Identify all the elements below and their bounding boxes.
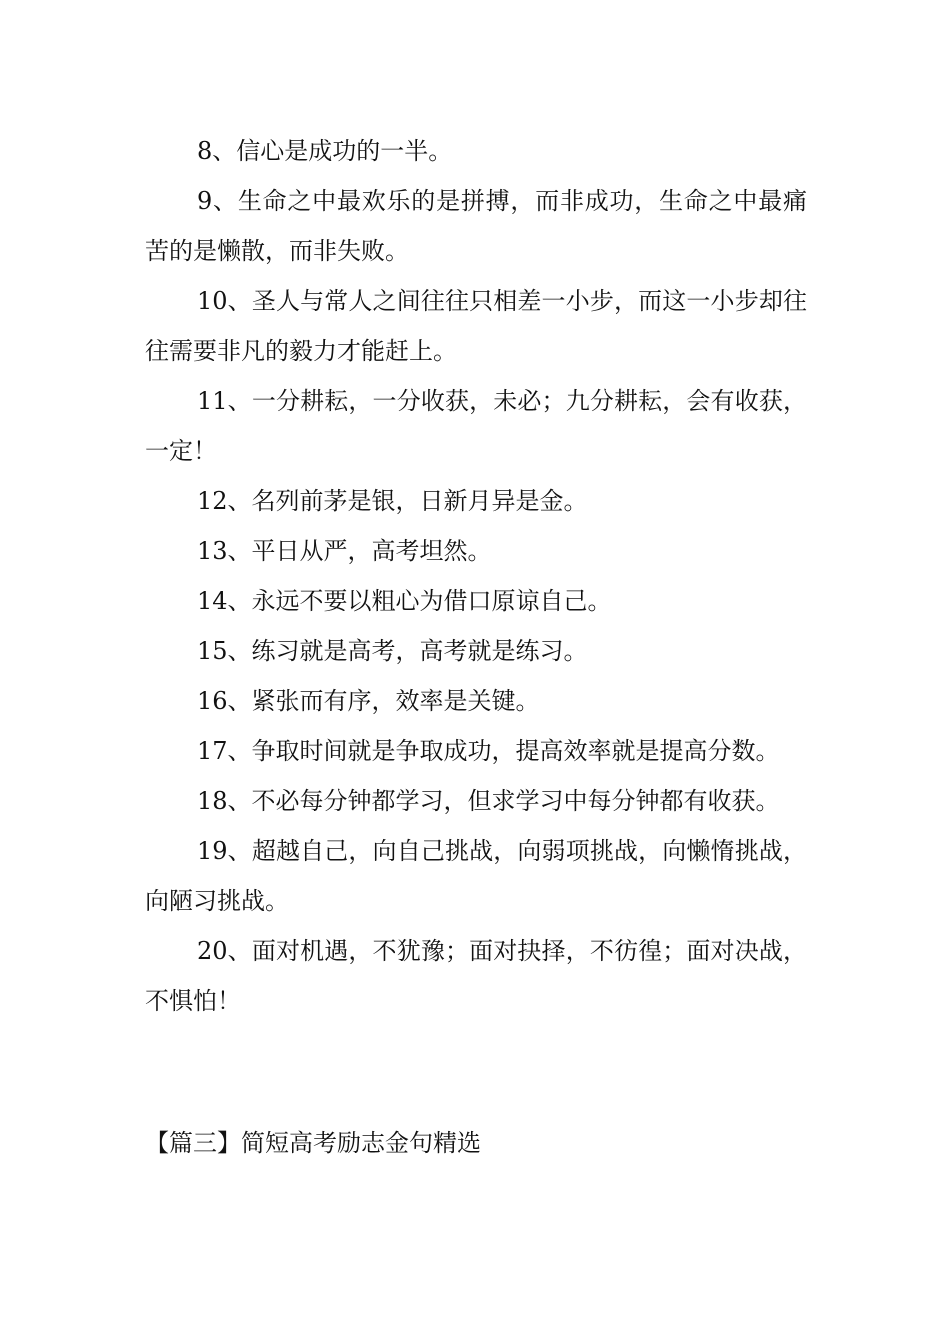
quote-item: 17、争取时间就是争取成功，提高效率就是提高分数。 — [197, 737, 780, 765]
quote-item: 9、生命之中最欢乐的是拼搏，而非成功，生命之中最痛苦的是懒散，而非失败。 — [145, 187, 807, 265]
quote-item: 8、信心是成功的一半。 — [197, 137, 453, 165]
quote-item: 15、练习就是高考，高考就是练习。 — [197, 637, 588, 665]
quote-item: 19、超越自己，向自己挑战，向弱项挑战，向懒惰挑战，向陋习挑战。 — [145, 837, 807, 915]
quote-item: 11、一分耕耘，一分收获，未必；九分耕耘，会有收获，一定！ — [145, 387, 807, 465]
quote-item: 14、永远不要以粗心为借口原谅自己。 — [197, 587, 612, 615]
quote-item: 16、紧张而有序，效率是关键。 — [197, 687, 540, 715]
quote-item: 20、面对机遇，不犹豫；面对抉择，不彷徨；面对决战，不惧怕！ — [145, 937, 807, 1015]
section-heading: 【篇三】简短高考励志金句精选 — [145, 1129, 481, 1157]
quote-item: 13、平日从严，高考坦然。 — [197, 537, 492, 565]
quote-list — [145, 126, 807, 1026]
quote-item: 18、不必每分钟都学习，但求学习中每分钟都有收获。 — [197, 787, 780, 815]
quote-item: 12、名列前茅是银，日新月异是金。 — [197, 487, 588, 515]
quote-item: 10、圣人与常人之间往往只相差一小步，而这一小步却往往需要非凡的毅力才能赶上。 — [145, 287, 807, 365]
